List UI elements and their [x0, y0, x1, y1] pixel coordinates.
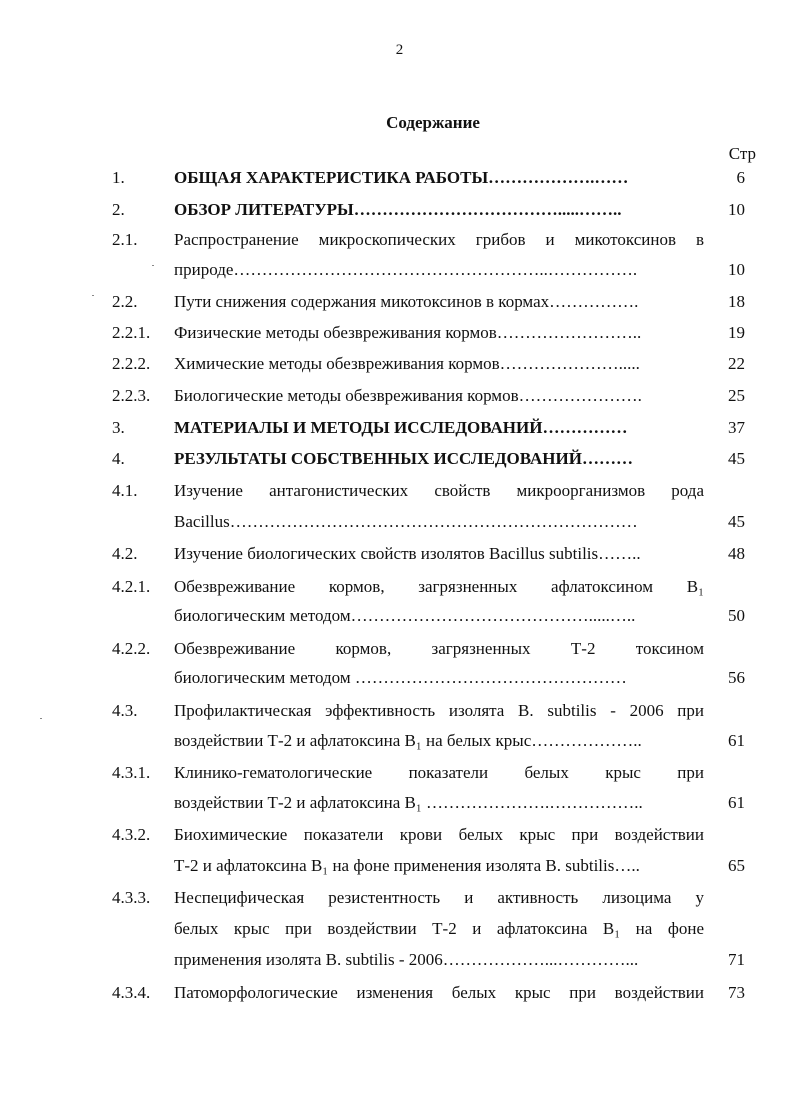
toc-entry-page: 71 — [728, 950, 745, 969]
toc-row — [0, 572, 799, 602]
toc-row — [0, 476, 799, 506]
toc-entry-number: 4. — [112, 449, 125, 468]
toc-entry-title: Биологические методы обезвреживания кормов…………………. — [174, 386, 642, 405]
toc-entry-page: 56 — [728, 668, 745, 687]
toc-entry-number: 2.2.3. — [112, 386, 151, 405]
toc-entry-number: 4.3.1. — [112, 763, 151, 782]
toc-row — [0, 507, 799, 537]
toc-entry-number: 3. — [112, 418, 125, 437]
toc-entry-number: 2. — [112, 200, 125, 219]
toc-row — [0, 634, 799, 664]
toc-entry-title: Распространение микроскопических грибов и микотоксинов в — [174, 230, 704, 249]
toc-entry-title: Обезвреживание кормов, загрязненных афлатоксином В₁ — [174, 577, 704, 596]
toc-entry-page: 19 — [728, 323, 745, 342]
toc-entry-title: Биохимические показатели крови белых крыс при воздействии — [174, 825, 704, 844]
toc-row — [0, 945, 799, 975]
toc-row — [0, 195, 799, 225]
toc-entry-title: воздействии Т-2 и афлатоксина В₁ на белых крыс……………….. — [174, 731, 642, 750]
toc-entry-number: 4.2.2. — [112, 639, 151, 658]
toc-entry-page: 73 — [728, 983, 745, 1002]
toc-entry-page: 37 — [728, 418, 745, 437]
toc-entry-number: 4.3.3. — [112, 888, 151, 907]
toc-row — [0, 287, 799, 317]
toc-entry-title: Клинико-гематологические показатели белых крыс при — [174, 763, 704, 782]
toc-entry-title: Химические методы обезвреживания кормов…………………..... — [174, 354, 640, 373]
toc-entry-number: 2.1. — [112, 230, 138, 249]
toc-entry-number: 4.3.2. — [112, 825, 151, 844]
toc-row — [0, 255, 799, 285]
toc-row — [0, 820, 799, 850]
toc-entry-title: Т-2 и афлатоксина В₁ на фоне применения изолята B. subtilis….. — [174, 856, 640, 875]
toc-entry-page: 6 — [736, 168, 745, 187]
toc-row — [0, 663, 799, 693]
toc-row — [0, 413, 799, 443]
toc-row — [0, 318, 799, 348]
toc-row — [0, 163, 799, 193]
toc-row — [0, 539, 799, 569]
toc-row — [0, 883, 799, 913]
toc-entry-title: Изучение биологических свойств изолятов Bacillus subtilis…….. — [174, 544, 641, 563]
toc-entry-page: 65 — [728, 856, 745, 875]
toc-entry-title: Обезвреживание кормов, загрязненных Т-2 токсином — [174, 639, 704, 658]
toc-entry-title: ОБЗОР ЛИТЕРАТУРЫ……………………………….....…….. — [174, 200, 622, 219]
toc-row — [0, 381, 799, 411]
toc-entry-title: МАТЕРИАЛЫ И МЕТОДЫ ИССЛЕДОВАНИЙ…………… — [174, 418, 628, 437]
page-column-header: Стр — [728, 144, 756, 163]
toc-entry-page: 22 — [728, 354, 745, 373]
toc-entry-title: Патоморфологические изменения белых крыс при воздействии — [174, 983, 704, 1002]
toc-title: Содержание — [386, 113, 480, 132]
toc-entry-page: 61 — [728, 793, 745, 812]
toc-entry-title: ОБЩАЯ ХАРАКТЕРИСТИКА РАБОТЫ……………….…… — [174, 168, 629, 187]
toc-entry-title: природе………………………………………………..……………. — [174, 260, 638, 279]
toc-row — [0, 696, 799, 726]
toc-entry-title: биологическим методом…………………………………….....….. — [174, 606, 636, 625]
toc-entry-page: 50 — [728, 606, 745, 625]
toc-entry-title: Изучение антагонистических свойств микроорганизмов рода — [174, 481, 704, 500]
page-number: 2 — [395, 42, 404, 58]
toc-entry-number: 2.2.2. — [112, 354, 151, 373]
toc-entry-title: белых крыс при воздействии Т-2 и афлатоксина В₁ на фоне — [174, 919, 704, 938]
toc-row — [0, 601, 799, 631]
toc-entry-title: применения изолята B. subtilis - 2006………………...…………... — [174, 950, 639, 969]
toc-entry-number: 2.2. — [112, 292, 138, 311]
toc-entry-page: 45 — [728, 512, 745, 531]
toc-row — [0, 788, 799, 818]
toc-entry-number: 4.2.1. — [112, 577, 151, 596]
toc-entry-page: 45 — [728, 449, 745, 468]
toc-entry-page: 48 — [728, 544, 745, 563]
toc-entry-page: 18 — [728, 292, 745, 311]
toc-entry-page: 61 — [728, 731, 745, 750]
toc-entry-title: Пути снижения содержания микотоксинов в кормах……………. — [174, 292, 639, 311]
toc-entry-page: 10 — [728, 260, 745, 279]
toc-entry-number: 1. — [112, 168, 125, 187]
toc-row — [0, 726, 799, 756]
toc-row — [0, 914, 799, 944]
toc-row — [0, 225, 799, 255]
toc-row — [0, 978, 799, 1008]
toc-entry-number: 2.2.1. — [112, 323, 151, 342]
toc-row — [0, 444, 799, 474]
toc-entry-title: воздействии Т-2 и афлатоксина В₁ ………………….…………….. — [174, 793, 643, 812]
toc-entry-title: Bacillus……………………………………………………………… — [174, 512, 638, 531]
toc-entry-number: 4.3.4. — [112, 983, 151, 1002]
toc-entry-title: Физические методы обезвреживания кормов…………………….. — [174, 323, 642, 342]
toc-entry-title: биологическим методом ………………………………………… — [174, 668, 627, 687]
scan-speck — [152, 265, 154, 266]
toc-entry-number: 4.1. — [112, 481, 138, 500]
toc-entry-page: 10 — [728, 200, 745, 219]
toc-entry-number: 4.3. — [112, 701, 138, 720]
toc-entry-title: РЕЗУЛЬТАТЫ СОБСТВЕННЫХ ИССЛЕДОВАНИЙ……… — [174, 449, 633, 468]
toc-entry-title: Профилактическая эффективность изолята B. subtilis - 2006 при — [174, 701, 704, 720]
toc-row — [0, 758, 799, 788]
scan-speck — [92, 295, 94, 296]
scan-speck — [40, 718, 42, 719]
toc-entry-number: 4.2. — [112, 544, 138, 563]
toc-entry-page: 25 — [728, 386, 745, 405]
toc-entry-title: Неспецифическая резистентность и активность лизоцима у — [174, 888, 704, 907]
toc-row — [0, 349, 799, 379]
toc-row — [0, 851, 799, 881]
